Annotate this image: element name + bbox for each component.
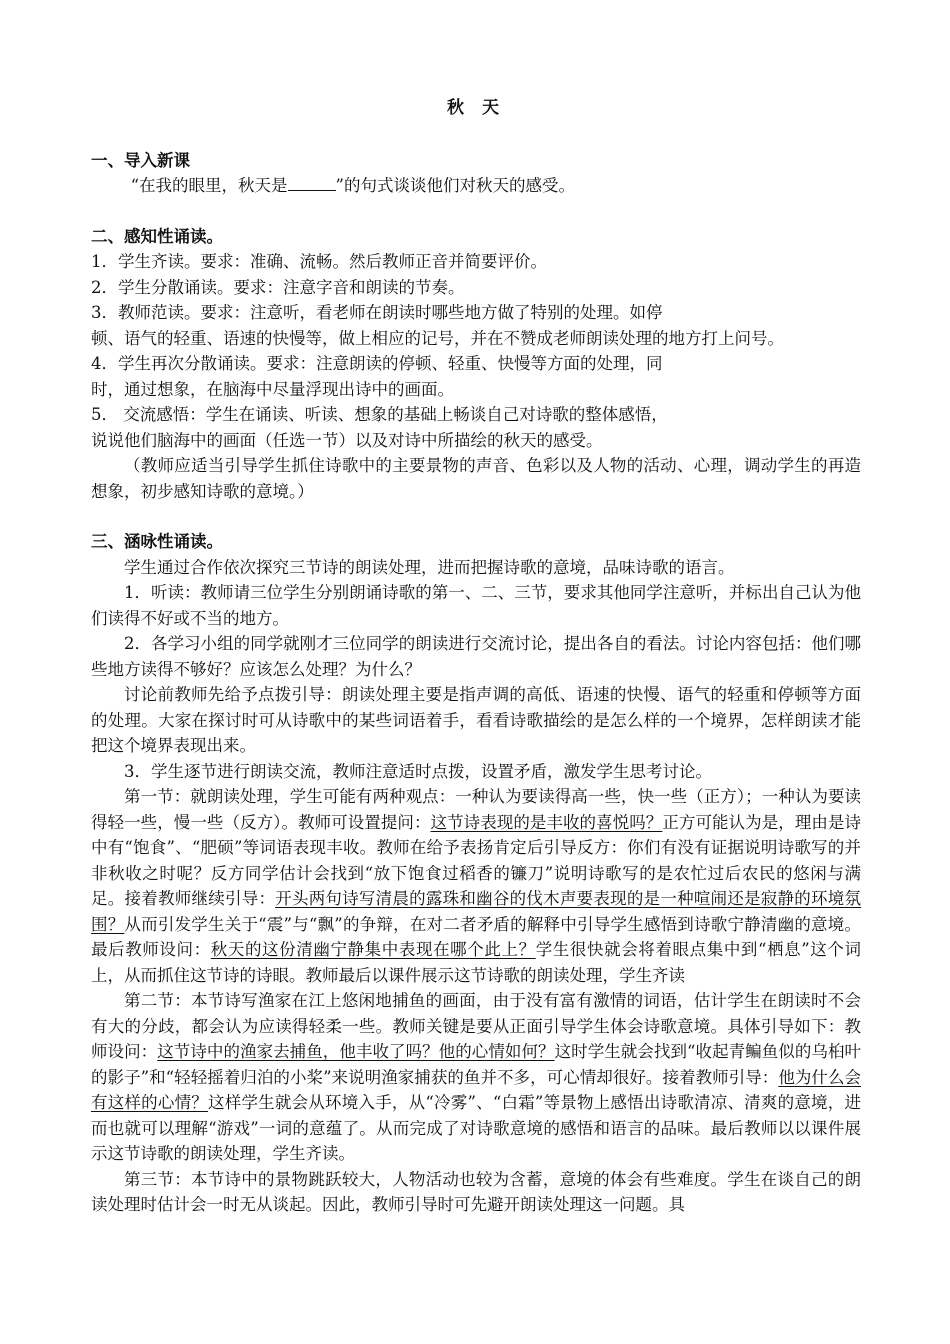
- stanza-3-paragraph: [91, 1167, 861, 1218]
- stanza-3-text-1: 第三节：本节诗中的景物跳跃较大，人物活动也较为含蓄，意境的体会有些难度。学生在谈自己的朗读处理时估计会一时无从谈起。因此，教师引导时可先避开朗读处理这一问题。具: [91, 1169, 861, 1214]
- section-2-item-4-cont: 时，通过想象，在脑海中尽量浮现出诗中的画面。: [91, 379, 454, 399]
- document-page: [91, 96, 861, 1218]
- stanza-2-text-2: 这时学生就会找到“收起青鳊鱼似的乌桕叶的影子”和“轻轻摇着归泊的小桨”来说明渔家捕获的鱼并不多，可心情却很好。接着教师引导：: [91, 1042, 862, 1087]
- stanza-1-text-1: 第一节：就朗读处理，学生可能有两种观点：一种认为要读得高一些，快一些（正方）；一种认为要读得轻一些，慢一些（反方）。教师可设置提问：: [91, 787, 861, 832]
- section-2-item-2: 2．学生分散诵读。要求：注意字音和朗读的节奏。: [91, 277, 465, 297]
- section-3-para-3: 讨论前教师先给予点拨引导：朗读处理主要是指声调的高低、语速的快慢、语气的轻重和停顿等方面的处理。大家在探讨时可从诗歌中的某些词语着手，看看诗歌描绘的是怎么样的一个境界，怎样朗读才能把这个境界表现出来。: [91, 685, 861, 755]
- section-2-item-5-cont: 说说他们脑海中的画面（任选一节）以及对诗中所描绘的秋天的感受。: [91, 430, 603, 450]
- fill-blank: [288, 176, 336, 191]
- spacer: [91, 199, 861, 224]
- section-2-item-1: 1．学生齐读。要求：准确、流畅。然后教师正音并简要评价。: [91, 252, 547, 271]
- stanza-2-text-1: 第二节：本节诗写渔家在江上悠闲地捕鱼的画面，由于没有富有激情的词语，估计学生在朗读时不会有大的分歧，都会认为应读得轻柔一些。教师关键是要从正面引导学生体会诗歌意境。具体引导如下：教师设问：: [91, 991, 861, 1061]
- section-2-heading: 二、感知性诵读。: [91, 226, 223, 246]
- section-3-intro: 学生通过合作依次探究三节诗的朗读处理，进而把握诗歌的意境，品味诗歌的语言。: [124, 557, 735, 577]
- stanza-1-question-1: 这节诗表现的是丰收的喜悦吗？: [430, 812, 663, 832]
- stanza-1-question-3: 秋天的这份清幽宁静集中表现在哪个此上？: [210, 940, 536, 959]
- stanza-2-text-3: 这样学生就会从环境入手，从“冷雾”、“白霜”等景物上感悟出诗歌清凉、清爽的意境，进而也就可以理解“游戏”一词的意蕴了。从而完成了对诗歌意境的感悟和语言的品味。最后教师以以课件展示这节诗歌的朗读处理，学生齐读。: [91, 1093, 861, 1163]
- section-2-note: （教师应适当引导学生抓住诗歌中的主要景物的声音、色彩以及人物的活动、心理，调动学生的再造想象，初步感知诗歌的意境。）: [91, 456, 861, 501]
- section-1-heading: 一、导入新课: [91, 150, 190, 170]
- stanza-1-paragraph: [91, 784, 861, 988]
- section-2-item-3-cont: 顿、语气的轻重、语速的快慢等，做上相应的记号，并在不赞成老师朗读处理的地方打上问号。: [91, 328, 784, 348]
- section-1-text-b: ”的句式谈谈他们对秋天的感受。: [335, 176, 575, 195]
- section-1-text-a: “在我的眼里，秋天是: [130, 176, 288, 195]
- section-2-item-5: 5． 交流感悟：学生在诵读、听读、想象的基础上畅谈自己对诗歌的整体感悟，: [91, 405, 668, 424]
- stanza-1-text-4: 学生很快就会将着眼点集中到“栖息”这个词上，从而抓住这节诗的诗眼。教师最后以课件展示这节诗歌的朗读处理，学生齐读: [91, 940, 862, 985]
- section-2-item-3: 3．教师范读。要求：注意听，看老师在朗读时哪些地方做了特别的处理。如停: [91, 303, 663, 322]
- stanza-1-text-3: 从而引发学生关于“震”与“飘”的争辩，在对二者矛盾的解释中引导学生感悟到诗歌宁静清幽的意境。最后教师设问：: [91, 914, 861, 959]
- section-2-item-4: 4．学生再次分散诵读。要求：注意朗读的停顿、轻重、快慢等方面的处理，同: [91, 354, 663, 373]
- section-3-para-2: 2．各学习小组的同学就刚才三位同学的朗读进行交流讨论，提出各自的看法。讨论内容包括：他们哪些地方读得不够好？应该怎么处理？为什么？: [91, 634, 861, 679]
- document-title: 秋 天: [447, 98, 505, 118]
- stanza-2-question-1: 这节诗中的渔家去捕鱼，他丰收了吗？他的心情如何？: [157, 1042, 555, 1061]
- spacer: [91, 504, 861, 529]
- section-1-text: [91, 173, 861, 199]
- stanza-2-question-2: 他为什么会有这样的心情？: [91, 1067, 861, 1112]
- section-3-para-4: 3．学生逐节进行朗读交流，教师注意适时点拨，设置矛盾，激发学生思考讨论。: [124, 761, 712, 781]
- stanza-1-text-2: 正方可能认为是，理由是诗中有“饱食”、“肥硕”等词语表现丰收。教师在给予表扬肯定后引导反方：你们有没有证据说明诗歌写的并非秋收之时呢？反方同学估计会找到“放下饱食过稻香的镰刀”说明诗歌写的是农忙过后农民的悠闲与满足。接着教师继续引导：: [91, 812, 862, 908]
- section-3-para-1: 1．听读：教师请三位学生分别朗诵诗歌的第一、二、三节，要求其他同学注意听，并标出自己认为他们读得不好或不当的地方。: [91, 583, 861, 628]
- stanza-2-paragraph: [91, 988, 861, 1167]
- stanza-1-question-2: 开头两句诗写清晨的露珠和幽谷的伐木声要表现的是一种喧闹还是寂静的环境氛围？: [91, 889, 862, 934]
- section-3-heading: 三、涵咏性诵读。: [91, 532, 223, 551]
